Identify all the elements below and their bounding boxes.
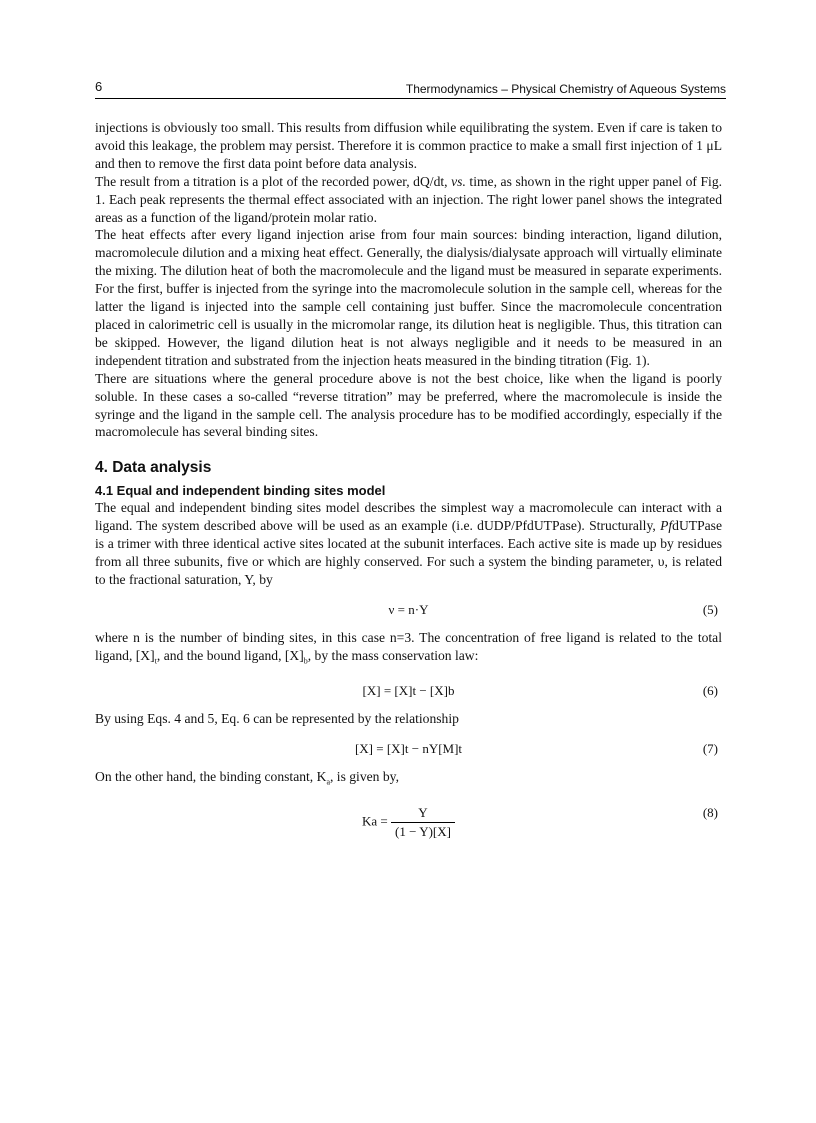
equation-expression [95, 804, 722, 841]
equation-6 [95, 676, 722, 706]
fraction-numerator: Y [391, 804, 455, 823]
equation-expression: [X] = [X]t − nY[M]t [354, 741, 463, 757]
section-title: 4. Data analysis [95, 459, 212, 477]
paragraph: where n is the number of binding sites, in this case n=3. The concentration of free ligand is related to the total ligand, $[X]_t$, and the bound ligand, $[X]_b$, by the mass conservation law: [95, 629, 722, 666]
equation-7 [95, 734, 722, 764]
paragraph: On the other hand, the binding constant, $K_a$, is given by, [95, 769, 399, 787]
equation-number: (5) [702, 601, 718, 617]
body-text [95, 119, 722, 854]
equation-8 [95, 798, 722, 850]
equation-number: (7) [702, 741, 718, 757]
equation-number: (8) [702, 804, 718, 820]
page-header [95, 79, 726, 99]
running-title: Thermodynamics – Physical Chemistry of Aqueous Systems [405, 82, 726, 96]
equation-expression: ν = n·Y [388, 601, 429, 617]
equation-lhs: Ka = [362, 813, 388, 829]
paragraph: The equal and independent binding sites model describes the simplest way a macromolecule can interact with a ligand. The system described above will be used as an example (i.e. dUDP/PfdUTPase). Structurally, PfdUTPase is a trimer with three identical active sites located at the subunit interfaces. Each active site is made up by residues from all three subunits, five or which are highly conserved. For such a system the binding parameter, υ, is related to the fractional saturation, Y, by [95, 500, 722, 587]
equation-expression: [X] = [X]t − [X]b [362, 683, 455, 699]
paragraph: The heat effects after every ligand injection arise from four main sources: binding interaction, ligand dilution, macromolecule dilution and a mixing heat effect. Generally, the dialysis/dialysate approach will virtually eliminate the mixing. The dilution heat of both the macromolecule and the ligand must be measured in separate experiments. For the first, buffer is injected from the syringe into the macromolecule solution in the sample cell, whereas for the latter the ligand is injected into the sample cell containing just buffer. Since the macromolecule concentration placed in calorimetric cell is usually in the micromolar range, its dilution heat is negligible. Thus, this titration can be skipped. However, the ligand dilution heat is not always negligible and it needs to be measured in an independent titration and substrated from the injection heats measured in the binding titration (Fig. 1). [95, 227, 722, 368]
fraction [391, 804, 455, 841]
equation-number: (6) [702, 683, 718, 699]
fraction-denominator: (1 − Y)[X] [395, 823, 451, 839]
page-number: 6 [95, 79, 103, 94]
subsection-title: 4.1 Equal and independent binding sites model [95, 483, 386, 499]
paragraph: injections is obviously too small. This results from diffusion while equilibrating the system. Even if care is taken to avoid this leakage, the problem may persist. Therefore it is common practice to make a small first injection of 1 μL and then to remove the first data point before data analysis. [95, 120, 722, 171]
equation-5 [95, 595, 722, 625]
paragraph: The result from a titration is a plot of the recorded power, dQ/dt, vs. time, as shown in the right upper panel of Fig. 1. Each peak represents the thermal effect associated with an injection. The right lower panel shows the integrated areas as a function of the ligand/protein molar ratio. [95, 173, 723, 225]
paragraph: By using Eqs. 4 and 5, Eq. 6 can be represented by the relationship [95, 711, 459, 727]
paragraph: There are situations where the general procedure above is not the best choice, like when the ligand is poorly soluble. In these cases a so-called “reverse titration” may be preferred, where the macromolecule is inside the syringe and the ligand in the sample cell. The analysis procedure has to be modified accordingly, especially if the macromolecule has several binding sites. [95, 370, 722, 440]
